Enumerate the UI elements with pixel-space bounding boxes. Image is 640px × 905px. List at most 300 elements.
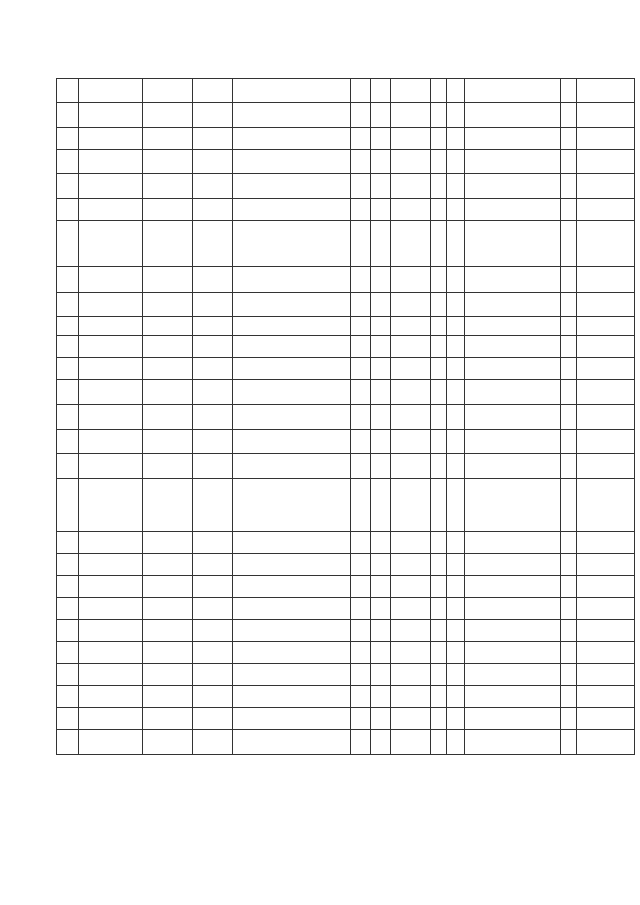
register-table-body — [57, 79, 635, 755]
organisation-cell — [465, 664, 561, 686]
container-volume-cell — [431, 598, 447, 620]
note-cell — [561, 199, 577, 221]
note-cell — [561, 479, 577, 532]
area-cell — [371, 554, 391, 576]
surface-type-cell — [351, 199, 371, 221]
table-row — [57, 293, 635, 317]
map-link-cell[interactable] — [233, 150, 351, 174]
address-cell — [143, 730, 193, 755]
surface-type-cell — [351, 554, 371, 576]
source-address-cell — [577, 336, 635, 358]
table-row — [57, 150, 635, 174]
organisation-cell — [465, 358, 561, 380]
note-cell — [561, 454, 577, 479]
note-cell — [561, 554, 577, 576]
area-cell — [371, 317, 391, 336]
source-address-cell — [577, 576, 635, 598]
map-link-cell[interactable] — [233, 730, 351, 755]
container-count-cell — [391, 336, 431, 358]
map-link-cell[interactable] — [233, 642, 351, 664]
container-volume-cell — [431, 708, 447, 730]
surface-type-cell — [351, 405, 371, 430]
source-address-cell — [577, 128, 635, 150]
organisation-cell — [465, 532, 561, 554]
container-count-cell — [391, 664, 431, 686]
container-volume-cell — [431, 174, 447, 199]
row-number-cell — [57, 554, 79, 576]
organisation-cell — [465, 554, 561, 576]
row-number-cell — [57, 479, 79, 532]
address-cell — [143, 358, 193, 380]
row-number-cell — [57, 430, 79, 454]
source-address-cell — [577, 708, 635, 730]
note-cell — [561, 380, 577, 405]
row-number-cell — [57, 642, 79, 664]
total-volume-cell — [447, 576, 465, 598]
map-link-cell[interactable] — [233, 532, 351, 554]
total-volume-cell — [447, 358, 465, 380]
coordinates-cell — [193, 221, 233, 267]
container-count-cell — [391, 479, 431, 532]
note-cell — [561, 358, 577, 380]
row-number-cell — [57, 79, 79, 103]
note-cell — [561, 293, 577, 317]
total-volume-cell — [447, 336, 465, 358]
source-address-cell — [577, 479, 635, 532]
coordinates-cell — [193, 620, 233, 642]
organisation-cell — [465, 174, 561, 199]
register-table — [56, 78, 635, 755]
address-cell — [143, 576, 193, 598]
organisation-cell — [465, 79, 561, 103]
note-cell — [561, 405, 577, 430]
total-volume-cell — [447, 532, 465, 554]
area-cell — [371, 642, 391, 664]
container-count-cell — [391, 598, 431, 620]
coordinates-cell — [193, 686, 233, 708]
organisation-cell — [465, 103, 561, 128]
container-volume-cell — [431, 532, 447, 554]
region-cell — [79, 686, 143, 708]
container-count-cell — [391, 532, 431, 554]
address-cell — [143, 103, 193, 128]
table-row — [57, 686, 635, 708]
container-volume-cell — [431, 576, 447, 598]
address-cell — [143, 454, 193, 479]
total-volume-cell — [447, 128, 465, 150]
table-row — [57, 664, 635, 686]
container-count-cell — [391, 293, 431, 317]
container-volume-cell — [431, 430, 447, 454]
map-link-cell[interactable] — [233, 317, 351, 336]
organisation-cell — [465, 708, 561, 730]
region-cell — [79, 317, 143, 336]
row-number-cell — [57, 221, 79, 267]
map-link-cell[interactable] — [233, 554, 351, 576]
table-row — [57, 79, 635, 103]
region-cell — [79, 150, 143, 174]
organisation-cell — [465, 221, 561, 267]
organisation-cell — [465, 730, 561, 755]
container-count-cell — [391, 454, 431, 479]
note-cell — [561, 79, 577, 103]
coordinates-cell — [193, 730, 233, 755]
map-link-cell[interactable] — [233, 267, 351, 293]
surface-type-cell — [351, 317, 371, 336]
row-number-cell — [57, 664, 79, 686]
container-count-cell — [391, 128, 431, 150]
row-number-cell — [57, 405, 79, 430]
organisation-cell — [465, 454, 561, 479]
map-link-cell[interactable] — [233, 708, 351, 730]
container-volume-cell — [431, 103, 447, 128]
container-volume-cell — [431, 199, 447, 221]
surface-type-cell — [351, 532, 371, 554]
organisation-cell — [465, 336, 561, 358]
coordinates-cell — [193, 103, 233, 128]
surface-type-cell — [351, 336, 371, 358]
area-cell — [371, 79, 391, 103]
row-number-cell — [57, 128, 79, 150]
total-volume-cell — [447, 686, 465, 708]
total-volume-cell — [447, 598, 465, 620]
source-address-cell — [577, 664, 635, 686]
region-cell — [79, 598, 143, 620]
address-cell — [143, 221, 193, 267]
container-volume-cell — [431, 150, 447, 174]
address-cell — [143, 532, 193, 554]
source-address-cell — [577, 103, 635, 128]
container-count-cell — [391, 730, 431, 755]
table-row — [57, 576, 635, 598]
surface-type-cell — [351, 174, 371, 199]
coordinates-cell — [193, 554, 233, 576]
map-link-cell[interactable] — [233, 128, 351, 150]
map-link-cell[interactable] — [233, 479, 351, 532]
coordinates-cell — [193, 358, 233, 380]
area-cell — [371, 336, 391, 358]
container-count-cell — [391, 150, 431, 174]
container-volume-cell — [431, 405, 447, 430]
source-address-cell — [577, 686, 635, 708]
area-cell — [371, 150, 391, 174]
coordinates-cell — [193, 199, 233, 221]
container-volume-cell — [431, 380, 447, 405]
address-cell — [143, 479, 193, 532]
area-cell — [371, 174, 391, 199]
surface-type-cell — [351, 479, 371, 532]
table-row — [57, 708, 635, 730]
area-cell — [371, 664, 391, 686]
note-cell — [561, 576, 577, 598]
container-count-cell — [391, 221, 431, 267]
container-volume-cell — [431, 664, 447, 686]
row-number-cell — [57, 199, 79, 221]
coordinates-cell — [193, 79, 233, 103]
source-address-cell — [577, 454, 635, 479]
source-address-cell — [577, 174, 635, 199]
total-volume-cell — [447, 708, 465, 730]
address-cell — [143, 150, 193, 174]
note-cell — [561, 532, 577, 554]
address-cell — [143, 380, 193, 405]
coordinates-cell — [193, 642, 233, 664]
total-volume-cell — [447, 730, 465, 755]
map-link-cell[interactable] — [233, 664, 351, 686]
map-link-cell[interactable] — [233, 380, 351, 405]
surface-type-cell — [351, 642, 371, 664]
coordinates-cell — [193, 576, 233, 598]
total-volume-cell — [447, 221, 465, 267]
region-cell — [79, 221, 143, 267]
container-volume-cell — [431, 293, 447, 317]
surface-type-cell — [351, 293, 371, 317]
region-cell — [79, 532, 143, 554]
note-cell — [561, 686, 577, 708]
table-row — [57, 598, 635, 620]
row-number-cell — [57, 686, 79, 708]
table-row — [57, 532, 635, 554]
organisation-cell — [465, 620, 561, 642]
surface-type-cell — [351, 150, 371, 174]
organisation-cell — [465, 128, 561, 150]
surface-type-cell — [351, 708, 371, 730]
organisation-cell — [465, 686, 561, 708]
organisation-cell — [465, 479, 561, 532]
note-cell — [561, 150, 577, 174]
area-cell — [371, 620, 391, 642]
map-link-cell[interactable] — [233, 405, 351, 430]
table-row — [57, 267, 635, 293]
region-cell — [79, 642, 143, 664]
surface-type-cell — [351, 103, 371, 128]
source-address-cell — [577, 358, 635, 380]
map-link-cell[interactable] — [233, 199, 351, 221]
container-count-cell — [391, 686, 431, 708]
region-cell — [79, 79, 143, 103]
total-volume-cell — [447, 454, 465, 479]
area-cell — [371, 380, 391, 405]
container-volume-cell — [431, 336, 447, 358]
container-count-cell — [391, 642, 431, 664]
container-volume-cell — [431, 730, 447, 755]
area-cell — [371, 358, 391, 380]
region-cell — [79, 405, 143, 430]
source-address-cell — [577, 79, 635, 103]
row-number-cell — [57, 358, 79, 380]
map-link-cell[interactable] — [233, 598, 351, 620]
container-count-cell — [391, 199, 431, 221]
container-volume-cell — [431, 479, 447, 532]
map-link-cell[interactable] — [233, 358, 351, 380]
map-link-cell[interactable] — [233, 686, 351, 708]
container-count-cell — [391, 430, 431, 454]
source-address-cell — [577, 405, 635, 430]
container-volume-cell — [431, 642, 447, 664]
coordinates-cell — [193, 293, 233, 317]
organisation-cell — [465, 576, 561, 598]
map-link-cell[interactable] — [233, 293, 351, 317]
region-cell — [79, 358, 143, 380]
region-cell — [79, 430, 143, 454]
container-count-cell — [391, 358, 431, 380]
area-cell — [371, 430, 391, 454]
region-cell — [79, 479, 143, 532]
coordinates-cell — [193, 336, 233, 358]
surface-type-cell — [351, 79, 371, 103]
row-number-cell — [57, 267, 79, 293]
map-link-cell[interactable] — [233, 430, 351, 454]
coordinates-cell — [193, 380, 233, 405]
map-link-cell[interactable] — [233, 79, 351, 103]
region-cell — [79, 128, 143, 150]
table-row — [57, 336, 635, 358]
row-number-cell — [57, 532, 79, 554]
organisation-cell — [465, 317, 561, 336]
area-cell — [371, 199, 391, 221]
source-address-cell — [577, 532, 635, 554]
total-volume-cell — [447, 405, 465, 430]
surface-type-cell — [351, 380, 371, 405]
note-cell — [561, 642, 577, 664]
source-address-cell — [577, 199, 635, 221]
address-cell — [143, 79, 193, 103]
note-cell — [561, 221, 577, 267]
note-cell — [561, 708, 577, 730]
table-row — [57, 358, 635, 380]
note-cell — [561, 174, 577, 199]
address-cell — [143, 174, 193, 199]
area-cell — [371, 128, 391, 150]
surface-type-cell — [351, 576, 371, 598]
region-cell — [79, 730, 143, 755]
map-link-cell[interactable] — [233, 174, 351, 199]
surface-type-cell — [351, 664, 371, 686]
source-address-cell — [577, 380, 635, 405]
total-volume-cell — [447, 380, 465, 405]
map-link-cell[interactable] — [233, 576, 351, 598]
row-number-cell — [57, 620, 79, 642]
map-link-cell[interactable] — [233, 620, 351, 642]
coordinates-cell — [193, 267, 233, 293]
coordinates-cell — [193, 150, 233, 174]
note-cell — [561, 598, 577, 620]
container-volume-cell — [431, 620, 447, 642]
total-volume-cell — [447, 103, 465, 128]
container-count-cell — [391, 554, 431, 576]
source-address-cell — [577, 430, 635, 454]
row-number-cell — [57, 103, 79, 128]
row-number-cell — [57, 454, 79, 479]
surface-type-cell — [351, 686, 371, 708]
note-cell — [561, 336, 577, 358]
region-cell — [79, 293, 143, 317]
source-address-cell — [577, 730, 635, 755]
container-volume-cell — [431, 267, 447, 293]
table-row — [57, 730, 635, 755]
table-row — [57, 380, 635, 405]
surface-type-cell — [351, 598, 371, 620]
total-volume-cell — [447, 174, 465, 199]
container-volume-cell — [431, 554, 447, 576]
coordinates-cell — [193, 430, 233, 454]
total-volume-cell — [447, 267, 465, 293]
organisation-cell — [465, 150, 561, 174]
table-row — [57, 221, 635, 267]
address-cell — [143, 317, 193, 336]
address-cell — [143, 128, 193, 150]
container-count-cell — [391, 103, 431, 128]
coordinates-cell — [193, 405, 233, 430]
region-cell — [79, 664, 143, 686]
surface-type-cell — [351, 128, 371, 150]
note-cell — [561, 664, 577, 686]
coordinates-cell — [193, 532, 233, 554]
note-cell — [561, 430, 577, 454]
area-cell — [371, 532, 391, 554]
row-number-cell — [57, 576, 79, 598]
area-cell — [371, 598, 391, 620]
area-cell — [371, 576, 391, 598]
region-cell — [79, 554, 143, 576]
address-cell — [143, 598, 193, 620]
coordinates-cell — [193, 317, 233, 336]
map-link-cell[interactable] — [233, 336, 351, 358]
row-number-cell — [57, 730, 79, 755]
row-number-cell — [57, 293, 79, 317]
total-volume-cell — [447, 620, 465, 642]
address-cell — [143, 267, 193, 293]
address-cell — [143, 199, 193, 221]
organisation-cell — [465, 430, 561, 454]
address-cell — [143, 686, 193, 708]
map-link-cell[interactable] — [233, 103, 351, 128]
total-volume-cell — [447, 293, 465, 317]
region-cell — [79, 103, 143, 128]
container-count-cell — [391, 380, 431, 405]
container-volume-cell — [431, 686, 447, 708]
address-cell — [143, 430, 193, 454]
map-link-cell[interactable] — [233, 454, 351, 479]
organisation-cell — [465, 598, 561, 620]
surface-type-cell — [351, 454, 371, 479]
container-count-cell — [391, 267, 431, 293]
organisation-cell — [465, 405, 561, 430]
area-cell — [371, 708, 391, 730]
container-count-cell — [391, 174, 431, 199]
row-number-cell — [57, 317, 79, 336]
container-count-cell — [391, 620, 431, 642]
area-cell — [371, 221, 391, 267]
source-address-cell — [577, 620, 635, 642]
region-cell — [79, 708, 143, 730]
table-row — [57, 454, 635, 479]
surface-type-cell — [351, 221, 371, 267]
area-cell — [371, 686, 391, 708]
container-count-cell — [391, 708, 431, 730]
table-row — [57, 174, 635, 199]
row-number-cell — [57, 598, 79, 620]
map-link-cell[interactable] — [233, 221, 351, 267]
region-cell — [79, 267, 143, 293]
row-number-cell — [57, 174, 79, 199]
surface-type-cell — [351, 358, 371, 380]
note-cell — [561, 103, 577, 128]
region-cell — [79, 380, 143, 405]
source-address-cell — [577, 150, 635, 174]
container-volume-cell — [431, 79, 447, 103]
area-cell — [371, 405, 391, 430]
